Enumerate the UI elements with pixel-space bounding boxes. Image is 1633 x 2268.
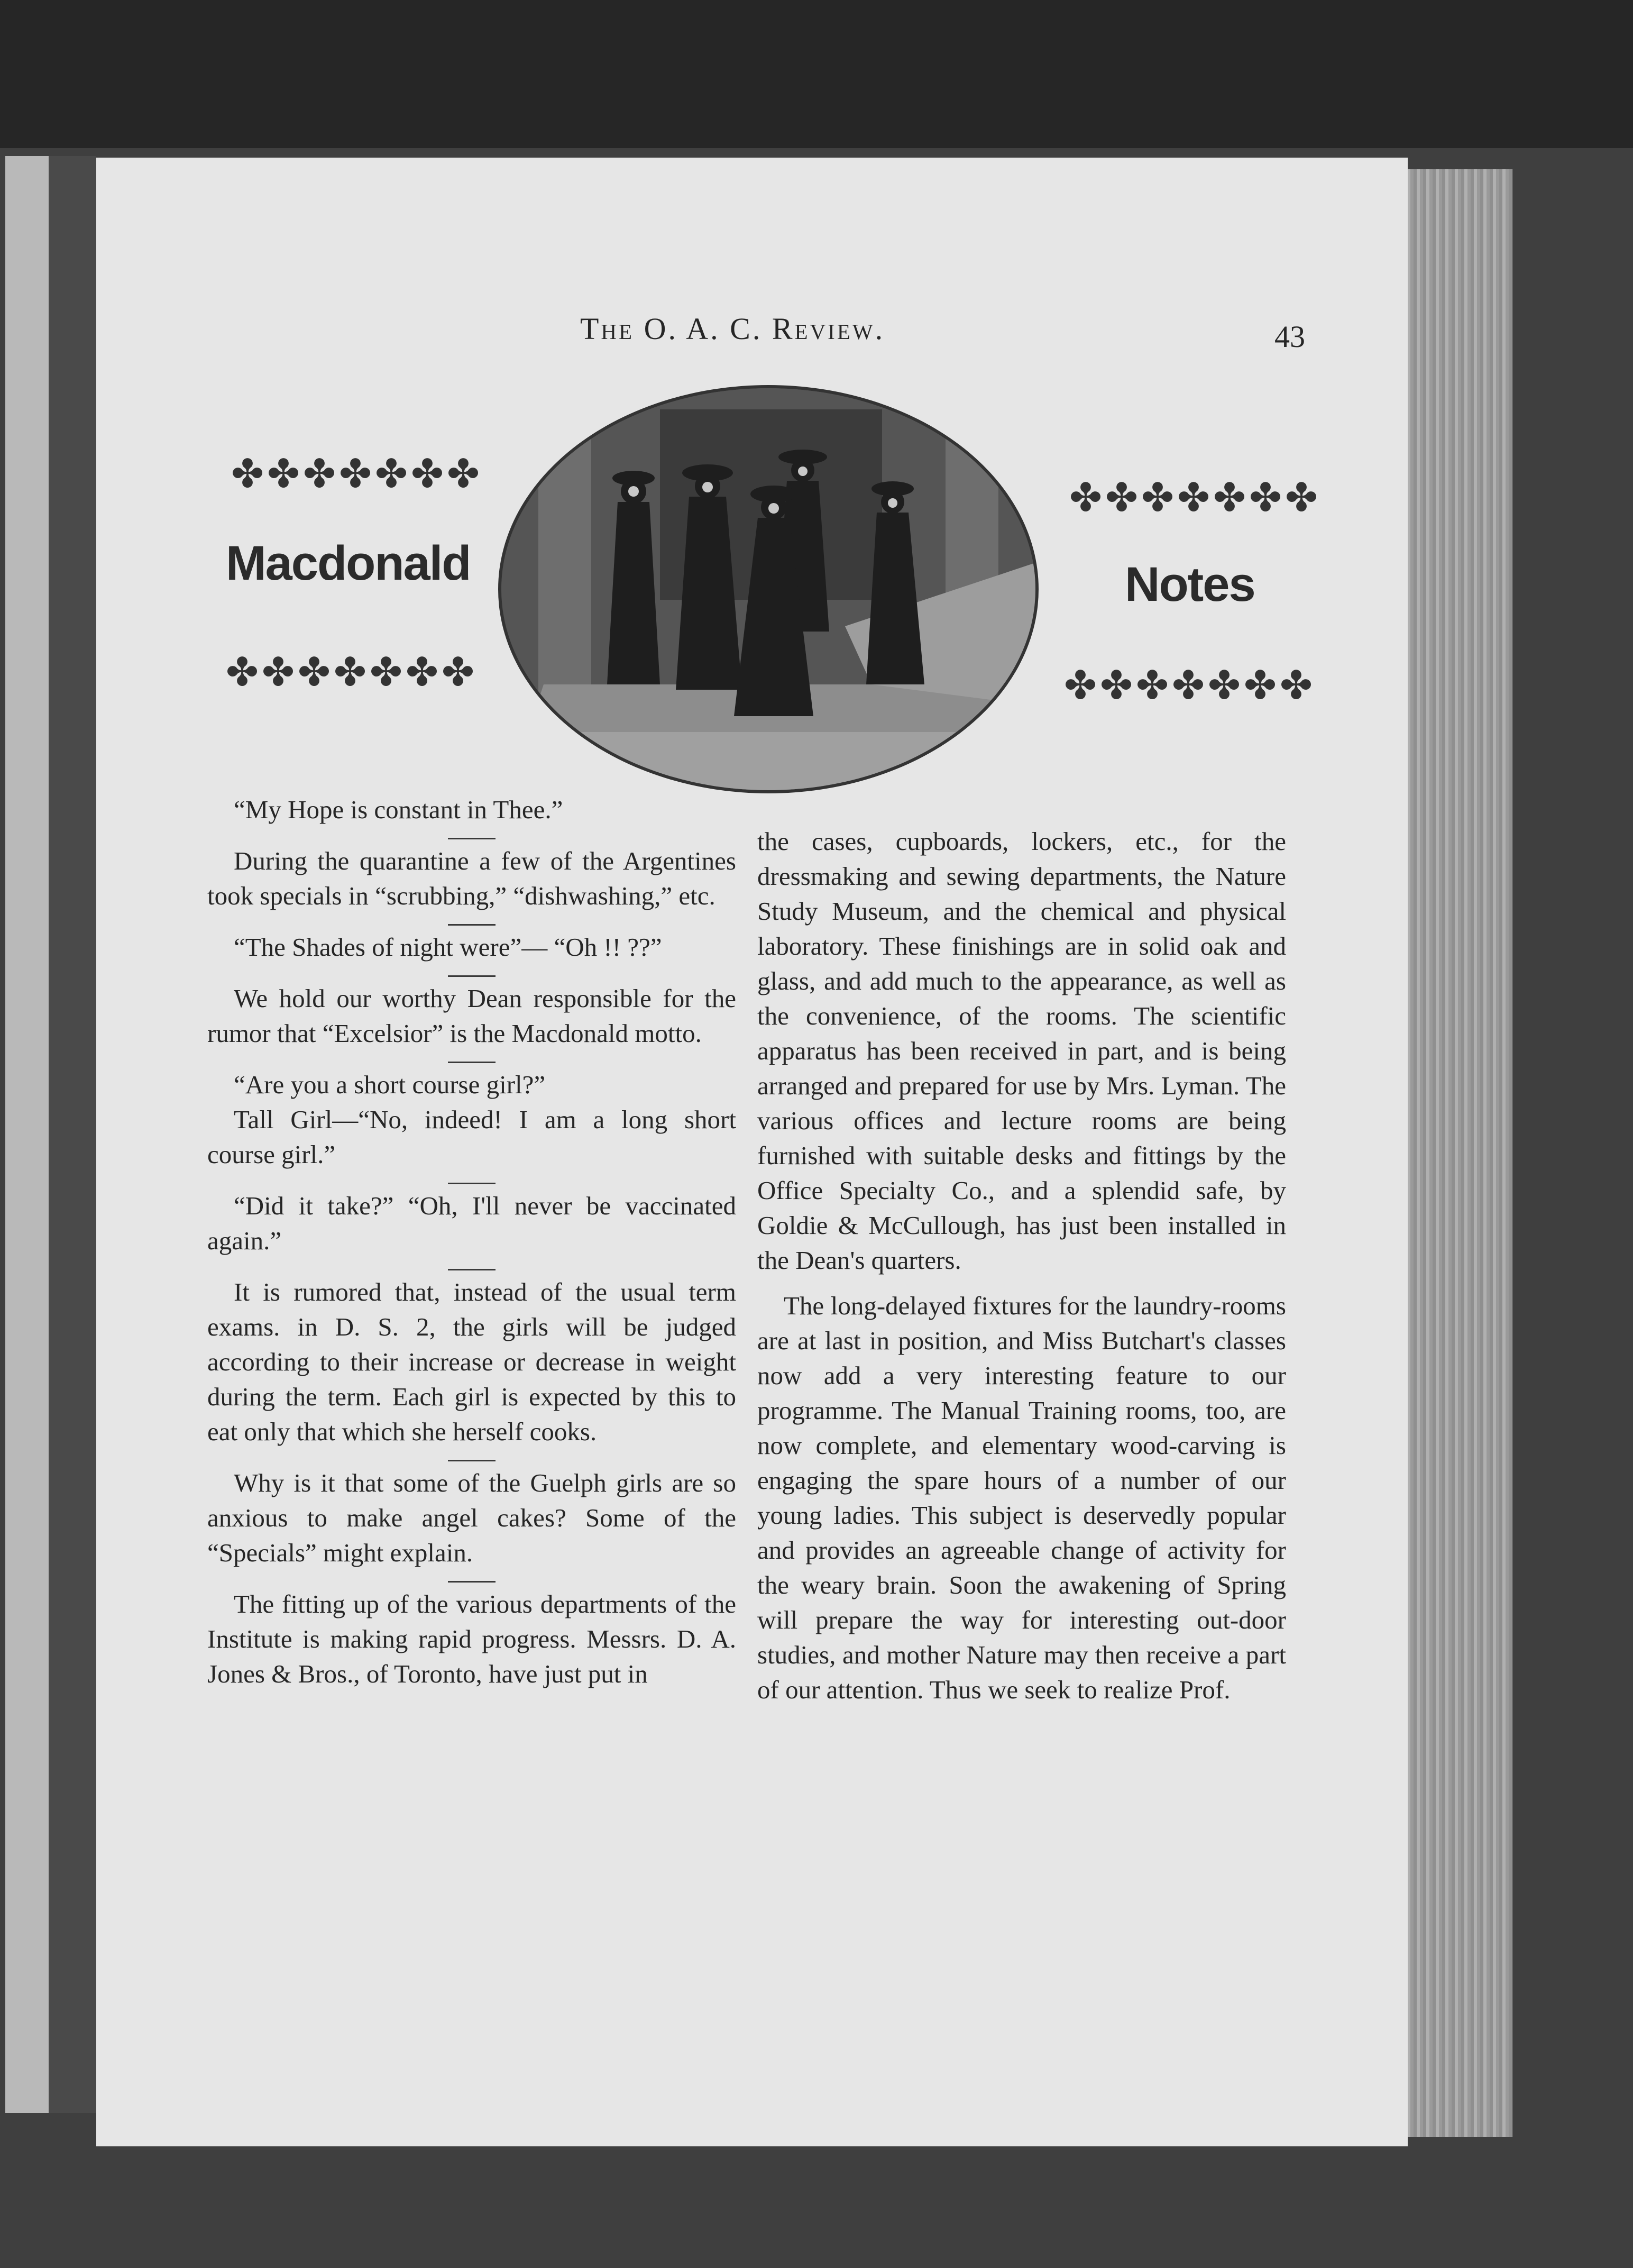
page-number: 43 — [1274, 319, 1305, 354]
paragraph: It is rumored that, instead of the usual term exams. in D. S. 2, the girls will be judged according to their increase or decrease in weight during the term. Each girl is expected by this to eat only that which she herself cooks. — [207, 1277, 736, 1446]
paragraph: “My Hope is constant in Thee.” — [234, 795, 563, 824]
fleuron-ornament-icon: ✤✤✤✤✤✤✤ — [1064, 664, 1316, 708]
paragraph: “Are you a short course girl?” — [234, 1070, 546, 1099]
separator-rule — [448, 1062, 496, 1063]
separator-rule — [448, 1581, 496, 1583]
fleuron-ornament-icon: ✤✤✤✤✤✤✤ — [226, 651, 478, 694]
paragraph: During the quarantine a few of the Argentines took specials in “scrubbing,” “dishwashing,” etc. — [207, 846, 736, 910]
group-photograph — [498, 385, 1039, 793]
paragraph: We hold our worthy Dean responsible for the rumor that “Excelsior” is the Macdonald motto. — [207, 984, 736, 1048]
heading-notes: Notes — [1125, 557, 1255, 611]
paragraph: Why is it that some of the Guelph girls are so anxious to make angel cakes? Some of the “Specials” might explain. — [207, 1468, 736, 1567]
paragraph: Tall Girl—“No, indeed! I am a long short course girl.” — [207, 1105, 736, 1169]
separator-rule — [448, 924, 496, 926]
separator-rule — [448, 838, 496, 839]
separator-rule — [448, 975, 496, 977]
heading-macdonald: Macdonald — [226, 536, 471, 590]
right-text-column — [757, 824, 1286, 1718]
paragraph: “The Shades of night were”— “Oh !! ??” — [234, 932, 662, 962]
separator-rule — [448, 1183, 496, 1184]
paragraph: The fitting up of the various departments of the Institute is making rapid progress. Messrs. D. A. Jones & Bros., of Toronto, have just put in — [207, 1589, 736, 1688]
separator-rule — [448, 1269, 496, 1270]
left-text-column — [207, 792, 736, 1702]
fleuron-ornament-icon: ✤✤✤✤✤✤✤ — [231, 453, 483, 496]
page-stack-edge — [1404, 169, 1512, 2137]
fleuron-ornament-icon: ✤✤✤✤✤✤✤ — [1069, 477, 1322, 520]
book-gutter — [49, 156, 96, 2113]
running-head: The O. A. C. Review. — [580, 312, 885, 346]
separator-rule — [448, 1460, 496, 1461]
scan-background-top — [0, 0, 1633, 148]
paragraph: the cases, cupboards, lockers, etc., for the dressmaking and sewing departments, the Nature Study Museum, and the chemical and physical laboratory. These finishings are in solid oak and glass, and add much to the appearance, as well as the convenience, of the rooms. The scientific apparatus has been received in part, and is being arranged and prepared for use by Mrs. Lyman. The various offices and lecture rooms are being furnished with suitable desks and fittings by the Office Specialty Co., and a splendid safe, by Goldie & McCullough, has just been installed in the Dean's quarters. — [757, 827, 1286, 1275]
magazine-page — [96, 158, 1408, 2146]
paragraph: “Did it take?” “Oh, I'll never be vaccinated again.” — [207, 1191, 736, 1255]
paragraph: The long-delayed fixtures for the laundry-rooms are at last in position, and Miss Butchart's classes now add a very interesting feature to our programme. The Manual Training rooms, too, are now complete, and elementary wood-carving is engaging the spare hours of a number of our young ladies. This subject is deservedly popular and provides an agreeable change of activity for the weary brain. Soon the awakening of Spring will prepare the way for interesting out-door studies, and mother Nature may then receive a part of our attention. Thus we seek to realize Prof. — [757, 1291, 1286, 1704]
